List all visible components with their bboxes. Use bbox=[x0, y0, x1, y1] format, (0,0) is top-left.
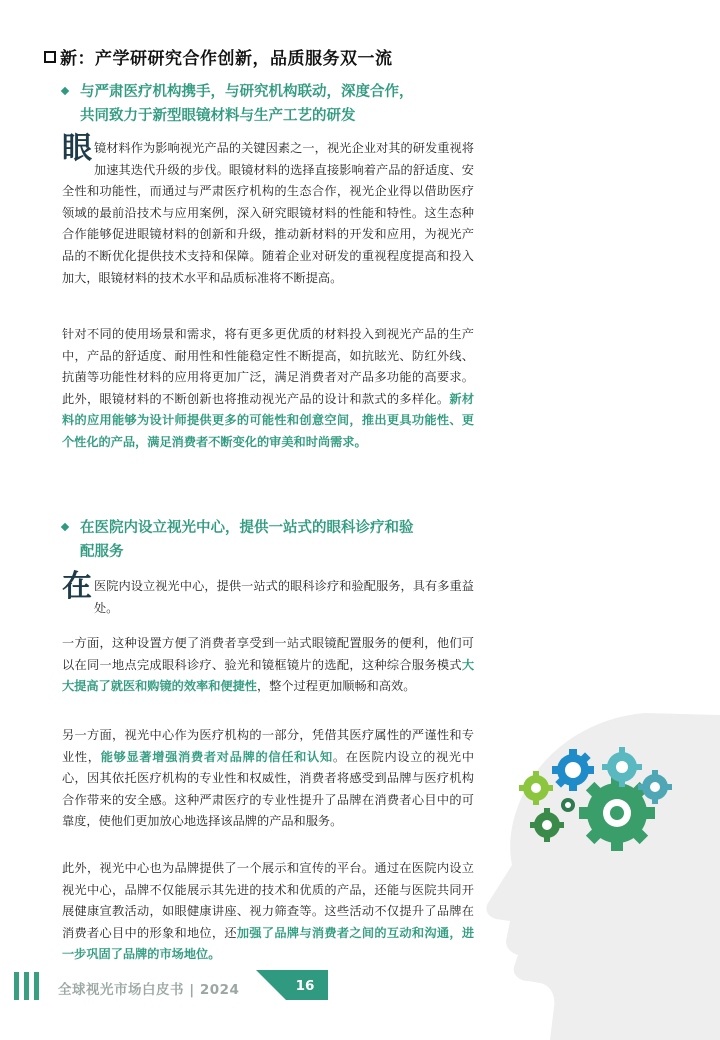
footer-bar bbox=[14, 972, 19, 1000]
section-title bbox=[44, 44, 393, 69]
footer-bar bbox=[34, 972, 39, 1000]
dropcap: 在 bbox=[62, 569, 92, 604]
block2-p2-highlight: 大大提高了就医和购镜的效率和便捷性 bbox=[62, 657, 474, 694]
footer-bars bbox=[14, 972, 39, 1000]
footer-bar bbox=[24, 972, 29, 1000]
block2-p4-text-a: 此外，视光中心也为品牌提供了一个展示和宣传的平台。通过在医院内设立视光中心，品牌不仅能展示其先进的技术和优质的产品，还能与医院共同开展健康宣教活动，如眼健康讲座、视力筛查等。这些活动不仅提升了品牌在消费者心目中的形象和地位，还 bbox=[62, 861, 474, 940]
block1-heading-line2: 共同致力于新型眼镜材料与生产工艺的研发 bbox=[80, 108, 356, 124]
block2-p3-text-a: 另一方面，视光中心作为医疗机构的一部分，凭借其医疗属性的严谨性和专业性， bbox=[62, 728, 474, 764]
block2-p3-text-b: 。在医院内设立的视光中心，因其依托医疗机构的专业性和权威性，消费者将感受到品牌与医疗机构合作带来的安全感。这种严肃医疗的专业性提升了品牌在消费者心目中的可靠度，使他们更加放心地选择该品牌的产品和服务。 bbox=[62, 749, 475, 829]
block1-paragraph-1 bbox=[62, 131, 474, 289]
block2-heading-line2: 配服务 bbox=[80, 544, 124, 560]
block2-p4-highlight: 加强了品牌与消费者之间的互动和沟通，进一步巩固了品牌的市场地位。 bbox=[62, 925, 475, 962]
block1-p1-text: 镜材料作为影响视光产品的关键因素之一，视光企业对其的研发重视将加速其迭代升级的步伐。眼镜材料的选择直接影响着产品的舒适度、安全性和功能性，而通过与严肃医疗机构的生态合作，视光企业得以借助医疗领域的最前沿技术与应用案例，深入研究眼镜材料的性能和特性。这生态种合作能够促进眼镜材料的创新和升级，推动新材料的开发和应用，为视光产品的不断优化提供技术支持和保障。随着企业对研发的重视程度提高和投入加大，眼镜材料的技术水平和品质标准将不断提高。 bbox=[62, 141, 474, 285]
checkbox-icon bbox=[44, 51, 56, 63]
head-gears-illustration bbox=[480, 705, 720, 1040]
block1-p2-text: 针对不同的使用场景和需求，将有更多更优质的材料投入到视光产品的生产中，产品的舒适度、耐用性和性能稳定性不断提高，如抗眩光、防红外线、抗菌等功能性材料的应用将更加广泛，满足消费者对产品多功能的高要求。此外，眼镜材料的不断创新也将推动视光产品的设计和款式的多样化。 bbox=[62, 327, 474, 406]
block2-p1-text: 医院内设立视光中心，提供一站式的眼科诊疗和验配服务，具有多重益处。 bbox=[94, 579, 474, 615]
block1-heading-line1: 与严肃医疗机构携手，与研究机构联动，深度合作， bbox=[80, 84, 414, 100]
block1-p2-highlight: 新材料的应用能够为设计师提供更多的可能性和创意空间，推出更具功能性、更个性化的产品，满足消费者不断变化的审美和时尚需求。 bbox=[62, 391, 475, 449]
block2-p3-highlight: 能够显著增强消费者对品牌的信任和认知 bbox=[100, 749, 333, 764]
head-silhouette bbox=[486, 713, 720, 1040]
block2-paragraph-4 bbox=[62, 858, 474, 966]
block2-paragraph-3 bbox=[62, 725, 474, 833]
block2-p2-text-a: 一方面，这种设置方便了消费者享受到一站式眼镜配置服务的便利，他们可以在同一地点完成眼科诊疗、验光和镜框镜片的选配，这种综合服务模式 bbox=[62, 636, 474, 672]
block2-heading bbox=[62, 516, 414, 564]
gear-tiny-icon bbox=[561, 798, 575, 812]
dropcap: 眼 bbox=[62, 131, 92, 166]
footer-title: 全球视光市场白皮书 | 2024 bbox=[58, 982, 240, 998]
page-number: 16 bbox=[295, 978, 315, 994]
block1-paragraph-2 bbox=[62, 324, 474, 454]
block2-heading-line1: 在医院内设立视光中心，提供一站式的眼科诊疗和验 bbox=[80, 520, 414, 536]
block2-p2-text-b: ，整个过程更加顺畅和高效。 bbox=[257, 679, 416, 694]
block2-paragraph-2 bbox=[62, 633, 474, 698]
block1-heading bbox=[62, 80, 414, 128]
block2-paragraph-1 bbox=[62, 569, 474, 619]
section-title-text: 新：产学研研究合作创新，品质服务双一流 bbox=[60, 49, 393, 69]
